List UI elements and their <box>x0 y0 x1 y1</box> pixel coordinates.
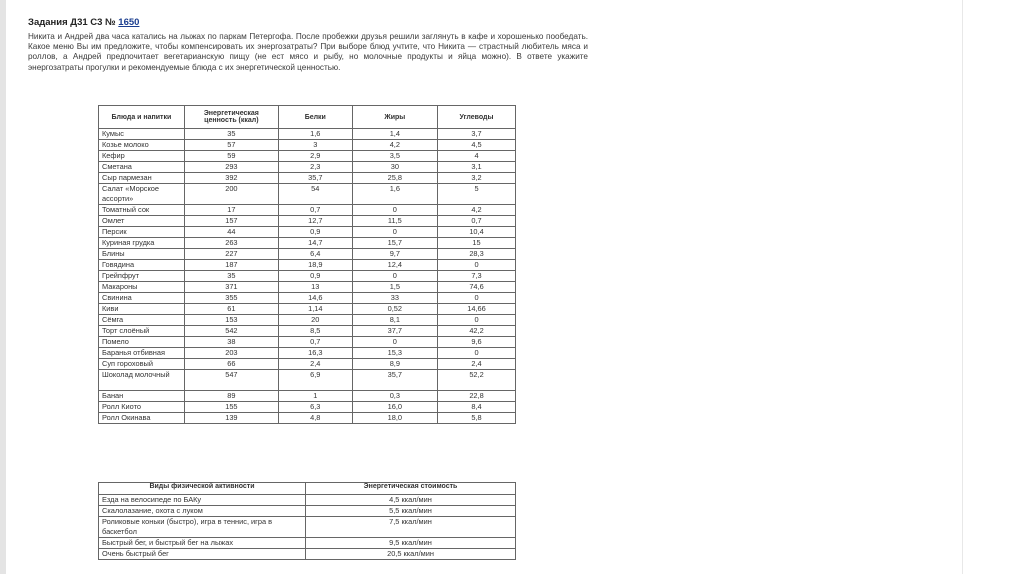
food-cell-name: Торт слоёный <box>99 326 185 337</box>
food-cell-cal: 157 <box>184 216 278 227</box>
food-cell-name: Свинина <box>99 293 185 304</box>
food-cell-fat: 0 <box>352 337 437 348</box>
food-cell-prot: 14,7 <box>278 238 352 249</box>
food-table-row <box>99 293 516 304</box>
activity-cell-cost: 5,5 ккал/мин <box>306 506 516 517</box>
food-cell-prot: 35,7 <box>278 173 352 184</box>
food-cell-prot: 1 <box>278 391 352 402</box>
food-table-row <box>99 402 516 413</box>
food-cell-name: Сыр пармезан <box>99 173 185 184</box>
activity-cell-cost: 20,5 ккал/мин <box>306 549 516 560</box>
food-cell-fat: 15,3 <box>352 348 437 359</box>
food-cell-name: Ролл Киото <box>99 402 185 413</box>
food-cell-prot: 1,6 <box>278 129 352 140</box>
food-table-row <box>99 205 516 216</box>
activity-cell-act: Роликовые коньки (быстро), игра в теннис, игра в баскетбол <box>99 517 306 538</box>
food-cell-cal: 57 <box>184 140 278 151</box>
food-cell-carb: 22,8 <box>438 391 516 402</box>
food-table-row <box>99 348 516 359</box>
food-cell-fat: 25,8 <box>352 173 437 184</box>
food-cell-fat: 0 <box>352 205 437 216</box>
food-table-row <box>99 359 516 370</box>
food-table-row <box>99 238 516 249</box>
food-cell-prot: 4,8 <box>278 413 352 424</box>
food-cell-name: Помело <box>99 337 185 348</box>
food-cell-cal: 542 <box>184 326 278 337</box>
food-cell-cal: 61 <box>184 304 278 315</box>
food-cell-carb: 3,7 <box>438 129 516 140</box>
food-table-row <box>99 304 516 315</box>
activity-table-body <box>99 495 516 560</box>
food-cell-name: Омлет <box>99 216 185 227</box>
food-table-row <box>99 370 516 391</box>
activity-table <box>98 482 516 560</box>
food-cell-prot: 2,9 <box>278 151 352 162</box>
food-cell-cal: 155 <box>184 402 278 413</box>
food-cell-fat: 16,0 <box>352 402 437 413</box>
food-cell-prot: 2,4 <box>278 359 352 370</box>
food-cell-fat: 18,0 <box>352 413 437 424</box>
food-cell-fat: 4,2 <box>352 140 437 151</box>
food-cell-carb: 0,7 <box>438 216 516 227</box>
food-cell-cal: 17 <box>184 205 278 216</box>
header-dish: Блюда и напитки <box>99 106 185 129</box>
food-table-row <box>99 271 516 282</box>
food-cell-carb: 52,2 <box>438 370 516 391</box>
food-table-body <box>99 129 516 424</box>
food-cell-fat: 8,9 <box>352 359 437 370</box>
food-cell-carb: 4,2 <box>438 205 516 216</box>
left-edge-bar <box>0 0 6 574</box>
activity-cell-act: Быстрый бег, и быстрый бег на лыжах <box>99 538 306 549</box>
food-cell-carb: 5 <box>438 184 516 205</box>
food-cell-name: Баранья отбивная <box>99 348 185 359</box>
food-cell-prot: 13 <box>278 282 352 293</box>
food-cell-cal: 59 <box>184 151 278 162</box>
food-table-row <box>99 162 516 173</box>
activity-cell-act: Скалолазание, охота с луком <box>99 506 306 517</box>
activity-table-row <box>99 506 516 517</box>
food-cell-fat: 37,7 <box>352 326 437 337</box>
food-cell-carb: 0 <box>438 293 516 304</box>
food-cell-carb: 28,3 <box>438 249 516 260</box>
food-cell-fat: 0 <box>352 227 437 238</box>
activity-table-row <box>99 517 516 538</box>
food-cell-name: Ролл Окинава <box>99 413 185 424</box>
activity-cell-cost: 4,5 ккал/мин <box>306 495 516 506</box>
task-header <box>28 17 139 28</box>
food-cell-carb: 5,8 <box>438 413 516 424</box>
food-cell-carb: 10,4 <box>438 227 516 238</box>
food-cell-carb: 9,6 <box>438 337 516 348</box>
food-cell-carb: 7,3 <box>438 271 516 282</box>
food-cell-name: Сметана <box>99 162 185 173</box>
food-cell-prot: 54 <box>278 184 352 205</box>
food-table <box>98 105 516 424</box>
header-energy: Энергетическая ценность (ккал) <box>184 106 278 129</box>
food-table-row <box>99 173 516 184</box>
food-cell-prot: 14,6 <box>278 293 352 304</box>
food-cell-prot: 6,9 <box>278 370 352 391</box>
activity-table-row <box>99 495 516 506</box>
food-table-row <box>99 282 516 293</box>
food-table-header-row <box>99 106 516 129</box>
food-cell-carb: 0 <box>438 315 516 326</box>
food-cell-carb: 15 <box>438 238 516 249</box>
food-cell-name: Салат «Морское ассорти» <box>99 184 185 205</box>
activity-table-row <box>99 538 516 549</box>
food-cell-cal: 293 <box>184 162 278 173</box>
food-cell-carb: 0 <box>438 260 516 271</box>
food-cell-fat: 1,4 <box>352 129 437 140</box>
food-table-row <box>99 151 516 162</box>
food-cell-name: Суп гороховый <box>99 359 185 370</box>
food-table-row <box>99 216 516 227</box>
food-table-row <box>99 391 516 402</box>
food-cell-cal: 139 <box>184 413 278 424</box>
food-cell-prot: 18,9 <box>278 260 352 271</box>
food-cell-cal: 547 <box>184 370 278 391</box>
food-cell-carb: 8,4 <box>438 402 516 413</box>
food-table-row <box>99 140 516 151</box>
food-cell-carb: 74,6 <box>438 282 516 293</box>
header-carbs: Углеводы <box>438 106 516 129</box>
food-cell-name: Томатный сок <box>99 205 185 216</box>
header-fat: Жиры <box>352 106 437 129</box>
food-cell-prot: 3 <box>278 140 352 151</box>
food-cell-prot: 6,4 <box>278 249 352 260</box>
food-cell-name: Персик <box>99 227 185 238</box>
food-cell-cal: 371 <box>184 282 278 293</box>
food-table-row <box>99 260 516 271</box>
food-cell-name: Банан <box>99 391 185 402</box>
food-cell-carb: 2,4 <box>438 359 516 370</box>
food-cell-cal: 35 <box>184 271 278 282</box>
food-table-row <box>99 413 516 424</box>
food-cell-fat: 30 <box>352 162 437 173</box>
food-cell-prot: 20 <box>278 315 352 326</box>
food-cell-prot: 0,9 <box>278 227 352 238</box>
food-cell-prot: 0,7 <box>278 205 352 216</box>
food-cell-prot: 0,7 <box>278 337 352 348</box>
food-cell-cal: 392 <box>184 173 278 184</box>
activity-cell-cost: 7,5 ккал/мин <box>306 517 516 538</box>
food-cell-prot: 2,3 <box>278 162 352 173</box>
food-table-row <box>99 184 516 205</box>
food-cell-cal: 66 <box>184 359 278 370</box>
slide-right-border <box>962 0 963 574</box>
food-cell-fat: 15,7 <box>352 238 437 249</box>
food-cell-carb: 0 <box>438 348 516 359</box>
food-cell-fat: 33 <box>352 293 437 304</box>
food-cell-fat: 1,6 <box>352 184 437 205</box>
food-cell-name: Блины <box>99 249 185 260</box>
activity-table-header-row <box>99 483 516 495</box>
food-cell-carb: 4,5 <box>438 140 516 151</box>
food-cell-fat: 0,3 <box>352 391 437 402</box>
food-cell-cal: 227 <box>184 249 278 260</box>
food-cell-fat: 11,5 <box>352 216 437 227</box>
food-cell-fat: 0 <box>352 271 437 282</box>
food-cell-name: Кефир <box>99 151 185 162</box>
food-cell-name: Шоколад молочный <box>99 370 185 391</box>
food-table-row <box>99 227 516 238</box>
food-cell-name: Куриная грудка <box>99 238 185 249</box>
food-cell-fat: 9,7 <box>352 249 437 260</box>
food-cell-prot: 0,9 <box>278 271 352 282</box>
food-cell-name: Козье молоко <box>99 140 185 151</box>
food-cell-cal: 263 <box>184 238 278 249</box>
food-cell-name: Сёмга <box>99 315 185 326</box>
food-table-row <box>99 249 516 260</box>
food-cell-prot: 16,3 <box>278 348 352 359</box>
food-cell-name: Грейпфрут <box>99 271 185 282</box>
header-activity: Виды физической активности <box>99 483 306 495</box>
food-cell-cal: 35 <box>184 129 278 140</box>
task-text: Никита и Андрей два часа катались на лыжах по паркам Петергофа. После пробежки друзья решили заглянуть в кафе и хорошенько пообедать. Какое меню Вы им предложите, чтобы компенсировать их энергозатраты? При выборе блюд учтите, что Никита — страстный любитель мяса и роллов, а Андрей предпочитает вегетарианскую пищу (не ест мясо и рыбу, но молочные продукты и яйца можно). В ответе укажите энергозатраты прогулки и рекомендуемые блюда с их энергетической ценностью. <box>28 32 588 72</box>
food-cell-prot: 6,3 <box>278 402 352 413</box>
food-cell-cal: 153 <box>184 315 278 326</box>
food-cell-carb: 3,2 <box>438 173 516 184</box>
food-cell-cal: 355 <box>184 293 278 304</box>
food-cell-fat: 12,4 <box>352 260 437 271</box>
food-table-row <box>99 315 516 326</box>
food-cell-cal: 44 <box>184 227 278 238</box>
food-cell-carb: 14,66 <box>438 304 516 315</box>
food-cell-prot: 1,14 <box>278 304 352 315</box>
food-cell-prot: 8,5 <box>278 326 352 337</box>
food-cell-cal: 203 <box>184 348 278 359</box>
task-number-link[interactable]: 1650 <box>118 17 140 28</box>
header-cost: Энергетическая стоимость <box>306 483 516 495</box>
activity-cell-cost: 9,5 ккал/мин <box>306 538 516 549</box>
food-table-row <box>99 337 516 348</box>
food-cell-fat: 1,5 <box>352 282 437 293</box>
food-cell-cal: 200 <box>184 184 278 205</box>
food-cell-name: Кумыс <box>99 129 185 140</box>
food-table-row <box>99 129 516 140</box>
header-protein: Белки <box>278 106 352 129</box>
food-cell-prot: 12,7 <box>278 216 352 227</box>
task-header-prefix: Задания Д31 C3 № <box>28 17 119 28</box>
food-cell-name: Макароны <box>99 282 185 293</box>
food-cell-name: Говядина <box>99 260 185 271</box>
food-cell-carb: 42,2 <box>438 326 516 337</box>
food-cell-carb: 3,1 <box>438 162 516 173</box>
food-cell-carb: 4 <box>438 151 516 162</box>
food-cell-cal: 38 <box>184 337 278 348</box>
food-table-row <box>99 326 516 337</box>
food-cell-name: Киви <box>99 304 185 315</box>
activity-cell-act: Очень быстрый бег <box>99 549 306 560</box>
activity-table-row <box>99 549 516 560</box>
food-cell-cal: 187 <box>184 260 278 271</box>
food-cell-fat: 35,7 <box>352 370 437 391</box>
activity-cell-act: Езда на велосипеде по БАКу <box>99 495 306 506</box>
food-cell-cal: 89 <box>184 391 278 402</box>
food-cell-fat: 8,1 <box>352 315 437 326</box>
food-cell-fat: 3,5 <box>352 151 437 162</box>
food-cell-fat: 0,52 <box>352 304 437 315</box>
